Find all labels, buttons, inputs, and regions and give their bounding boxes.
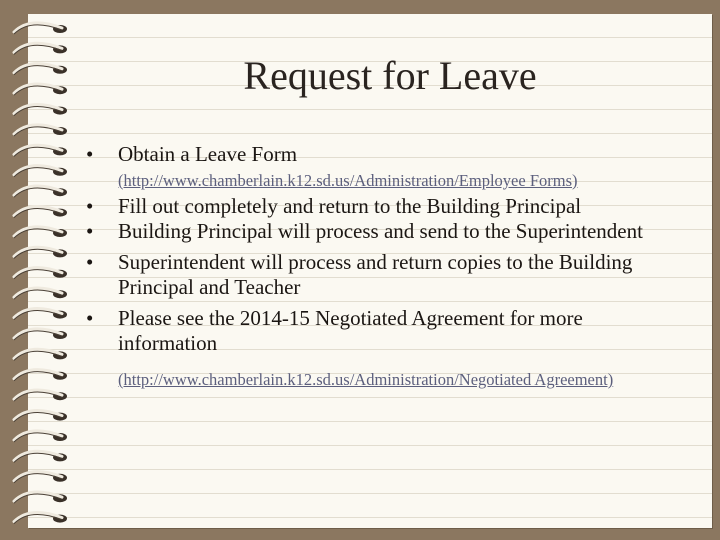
item-text: Superintendent will process and return copies to the Building Principal and Teacher (118, 250, 633, 299)
bullet-icon: • (86, 219, 94, 243)
employee-forms-link[interactable]: (http://www.chamberlain.k12.sd.us/Administration/Employee Forms) (118, 171, 578, 190)
item-text: Please see the 2014-15 Negotiated Agreement for more information (118, 306, 583, 355)
list-item (86, 142, 686, 167)
bullet-icon: • (86, 194, 94, 218)
bullet-list (86, 142, 686, 390)
item-text: Building Principal will process and send to the Superintendent (118, 219, 643, 243)
bullet-icon: • (86, 142, 94, 166)
item-text: Obtain a Leave Form (118, 142, 298, 166)
bullet-icon: • (86, 306, 94, 330)
list-item (86, 219, 686, 244)
slide-title: Request for Leave (243, 53, 537, 98)
negotiated-agreement-link[interactable]: (http://www.chamberlain.k12.sd.us/Administration/Negotiated Agreement) (118, 370, 614, 389)
list-item (86, 306, 686, 356)
bullet-icon: • (86, 250, 94, 274)
item-text: Fill out completely and return to the Building Principal (118, 194, 582, 218)
list-item (86, 250, 686, 300)
list-item (86, 194, 686, 219)
